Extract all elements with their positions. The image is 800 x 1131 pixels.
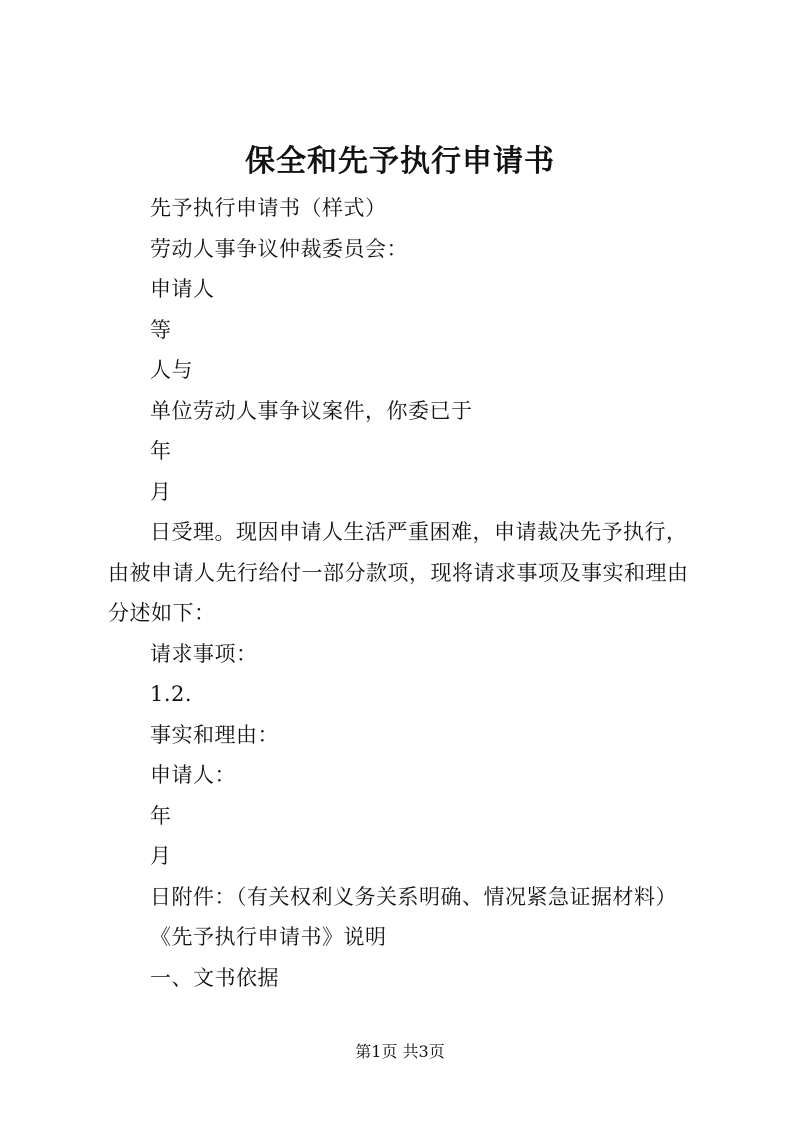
- paragraph: 一、文书依据: [150, 965, 279, 990]
- paragraph: 事实和理由：: [150, 722, 279, 747]
- paragraph: 等: [150, 317, 172, 342]
- paragraph: 请求事项：: [150, 641, 258, 666]
- paragraph: 先予执行申请书（样式）: [150, 196, 387, 220]
- paragraph: 申请人：: [150, 763, 236, 787]
- paragraph: 人与: [150, 358, 193, 382]
- paragraph: 月: [150, 844, 172, 868]
- paragraph: 年: [150, 439, 172, 463]
- paragraph: 《先予执行申请书》说明: [150, 925, 387, 949]
- paragraph: 月: [150, 479, 172, 504]
- paragraph: 单位劳动人事争议案件，你委已于: [150, 398, 473, 423]
- document-body: [108, 188, 708, 998]
- document-title: 保全和先予执行申请书: [245, 144, 555, 179]
- paragraph: 日附件：（有关权利义务关系明确、情况紧急证据材料）: [150, 884, 677, 909]
- paragraph: 日受理。现因申请人生活严重困难，申请裁决先予执行，由被申请人先行给付一部分款项，现将请求事项及事实和理由分述如下：: [108, 520, 689, 625]
- paragraph: 年: [150, 803, 172, 828]
- paragraph: 1.2.: [150, 682, 193, 706]
- paragraph: 劳动人事争议仲裁委员会：: [150, 236, 408, 261]
- paragraph: 申请人: [150, 277, 215, 301]
- page-number-footer: 第1页 共3页: [355, 1042, 445, 1061]
